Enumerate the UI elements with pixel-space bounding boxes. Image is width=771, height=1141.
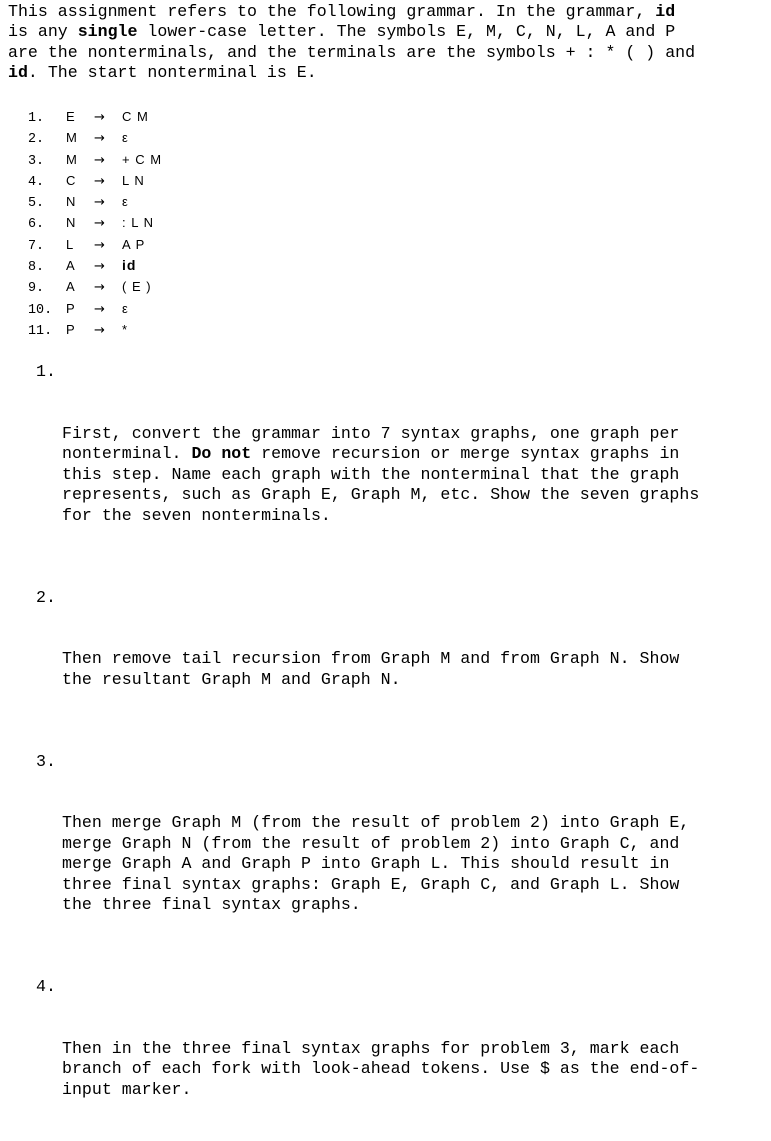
do-not-bold: Do not (191, 444, 252, 463)
task-number: 3. (36, 751, 56, 771)
rule-number: 4. (28, 174, 45, 190)
rule-rhs: L N (122, 172, 145, 188)
task-line: the three final syntax graphs. (62, 895, 361, 914)
task-line: the resultant Graph M and Graph N. (62, 669, 401, 689)
rule-lhs: C (66, 172, 76, 188)
rule-lhs: P (66, 321, 75, 337)
task-line: merge Graph N (from the result of problem 2) into Graph C, and (62, 833, 680, 853)
rule-rhs: C M (122, 109, 149, 124)
task-line: Then in the three final syntax graphs for problem 3, mark each (62, 1038, 680, 1058)
intro-id-bold: id (8, 62, 28, 82)
intro-text: is any (8, 22, 78, 42)
task-text (62, 649, 766, 690)
grammar-rule (28, 255, 162, 276)
task-line: branch of each fork with look-ahead tokens. Use $ as the end-of- (62, 1059, 700, 1078)
task-line: merge Graph A and Graph P into Graph L. This should result in (62, 854, 670, 873)
rule-number: 9. (28, 281, 45, 297)
intro-paragraph (8, 2, 768, 83)
intro-text: . The start nonterminal is E. (27, 62, 317, 82)
rule-lhs: M (66, 130, 77, 146)
arrow-icon: → (94, 237, 105, 253)
task-line: three final syntax graphs: Graph E, Graph C, and Graph L. Show (62, 874, 680, 894)
arrow-icon: → (94, 259, 105, 275)
task-line: input marker. (62, 1079, 192, 1099)
task-text (62, 813, 766, 916)
task-number: 1. (36, 362, 56, 381)
arrow-icon: → (94, 322, 105, 338)
rule-lhs: P (66, 300, 75, 316)
rule-lhs: E (66, 109, 75, 124)
arrow-icon: → (94, 280, 105, 296)
grammar-rule (28, 234, 162, 255)
intro-id-bold: id (655, 2, 676, 21)
arrow-icon: → (94, 173, 105, 189)
rule-rhs: ε (122, 194, 129, 210)
rule-number: 7. (28, 238, 45, 254)
rule-number: 10. (28, 302, 53, 318)
grammar-rule (28, 298, 162, 319)
rule-lhs: A (66, 258, 75, 274)
task-line: Then remove tail recursion from Graph M and from Graph N. Show (62, 649, 680, 668)
task-item (36, 362, 766, 567)
arrow-icon: → (94, 195, 105, 211)
task-line: for the seven nonterminals. (62, 505, 331, 525)
task-line: represents, such as Graph E, Graph M, etc. Show the seven graphs (62, 485, 700, 504)
grammar-rule (28, 149, 162, 170)
grammar-rule (28, 127, 162, 148)
rule-number: 3. (28, 153, 45, 169)
rule-rhs: + C M (122, 151, 163, 167)
rule-number: 6. (28, 217, 45, 233)
arrow-icon: → (94, 216, 105, 232)
rule-rhs: id (122, 257, 137, 274)
rule-lhs: L (66, 236, 74, 252)
grammar-rules-list (28, 106, 162, 340)
task-line: Then merge Graph M (from the result of problem 2) into Graph E, (62, 813, 690, 832)
rule-number: 1. (28, 111, 45, 126)
task-number: 4. (36, 977, 56, 996)
rule-lhs: A (66, 279, 75, 295)
grammar-rule (28, 191, 162, 212)
rule-number: 11. (28, 323, 53, 339)
task-text-run: nonterminal. (62, 444, 192, 463)
intro-text: This assignment refers to the following grammar. In the grammar, (8, 2, 656, 21)
rule-rhs: A P (122, 236, 146, 252)
intro-single-bold: single (77, 22, 138, 42)
intro-line-3: are the nonterminals, and the terminals are the symbols + : * ( ) and (8, 42, 696, 62)
rule-rhs: ( E ) (122, 279, 152, 295)
rule-rhs: ε (122, 130, 129, 146)
grammar-rule (28, 212, 162, 233)
task-item (36, 588, 766, 732)
task-item (36, 752, 766, 957)
task-line (62, 444, 679, 463)
rule-lhs: N (66, 215, 76, 231)
rule-rhs: : L N (122, 215, 154, 231)
task-text-run: remove recursion or merge syntax graphs in (251, 444, 680, 463)
rule-lhs: N (66, 194, 76, 210)
rule-rhs: * (122, 321, 129, 337)
task-text (62, 424, 766, 527)
rule-rhs: ε (122, 300, 129, 316)
grammar-rule (28, 276, 162, 297)
intro-line-4 (8, 63, 317, 82)
task-line: First, convert the grammar into 7 syntax graphs, one graph per (62, 423, 680, 443)
task-line: this step. Name each graph with the nonterminal that the graph (62, 464, 680, 484)
rule-number: 5. (28, 196, 45, 212)
arrow-icon: → (94, 152, 105, 168)
rule-number: 8. (28, 260, 45, 276)
rule-lhs: M (66, 151, 77, 167)
arrow-icon: → (94, 110, 105, 125)
task-text (62, 1039, 766, 1101)
task-number: 2. (36, 587, 56, 607)
grammar-rule (28, 106, 162, 127)
grammar-rule (28, 319, 162, 340)
arrow-icon: → (94, 301, 105, 317)
rule-number: 2. (28, 132, 45, 148)
grammar-rule (28, 170, 162, 191)
task-list (36, 362, 766, 1141)
intro-text: lower-case letter. The symbols E, M, C, N, L, A and P (137, 22, 676, 42)
arrow-icon: → (94, 131, 105, 147)
intro-line-2 (8, 22, 675, 41)
task-item (36, 977, 766, 1141)
intro-line-1 (8, 2, 675, 21)
